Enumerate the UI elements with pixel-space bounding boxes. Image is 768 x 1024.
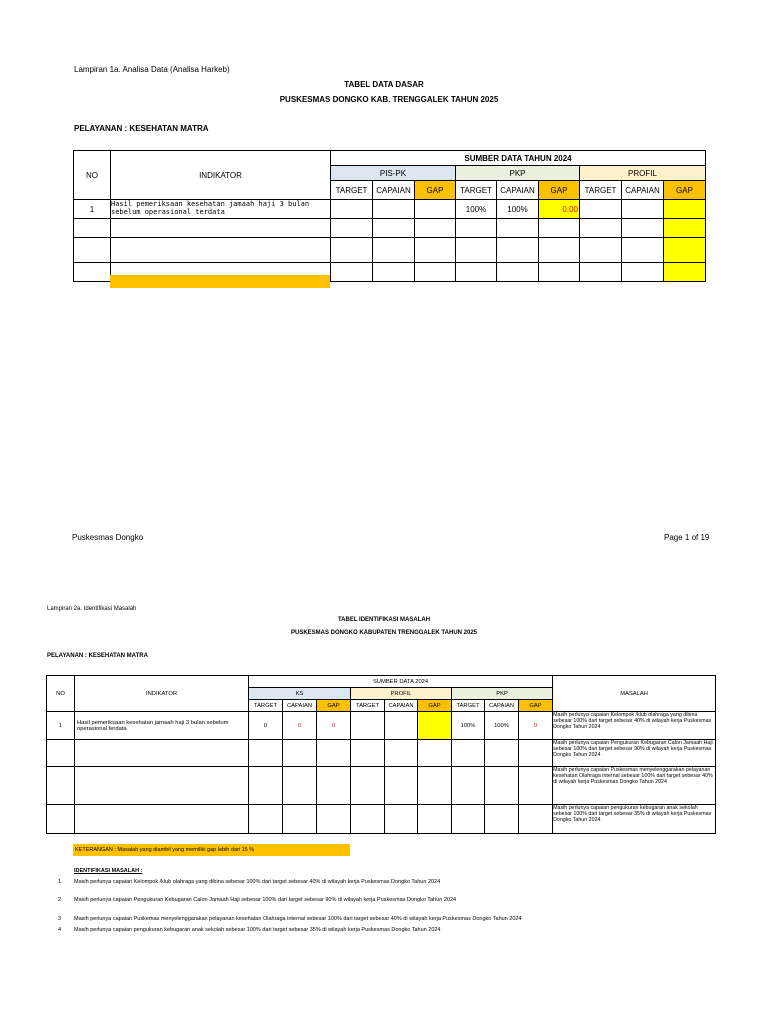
- header-capaian: CAPAIAN: [485, 700, 519, 712]
- header-gap: GAP: [418, 700, 452, 712]
- footer-left: Puskesmas Dongko: [72, 533, 144, 542]
- header-gap: GAP: [664, 181, 706, 200]
- pkp-gap: 0.00: [539, 200, 580, 219]
- table-row: [74, 200, 706, 219]
- pkp-target: 100%: [456, 200, 497, 219]
- header-target: TARGET: [351, 700, 385, 712]
- header-masalah: MASALAH: [553, 676, 716, 712]
- header-pkp: PKP: [456, 166, 580, 181]
- table-row: [47, 767, 716, 805]
- header-profil: PROFIL: [580, 166, 706, 181]
- ks-target: 0: [249, 712, 283, 740]
- table-row: [74, 238, 706, 263]
- page-title: TABEL IDENTIFIKASI MASALAH: [337, 617, 431, 623]
- header-target: TARGET: [452, 700, 485, 712]
- identifikasi-no: 4: [58, 927, 62, 933]
- header-capaian: CAPAIAN: [385, 700, 418, 712]
- identifikasi-item: Masih perlunya capaian pengukuran kebugaran anak sekolah sebesar 100% dari target sebesar 35% di wilayah kerja Puskesmas Dongko Tahun 2024: [74, 927, 441, 933]
- ks-gap: 0: [317, 712, 351, 740]
- row-no: 1: [74, 200, 111, 219]
- identifikasi-no: 2: [58, 897, 62, 903]
- identifikasi-title: IDENTIFIKASI MASALAH :: [74, 868, 143, 874]
- header-ks: KS: [249, 688, 351, 700]
- page-title: TABEL DATA DASAR: [344, 80, 424, 89]
- header-pkp: PKP: [452, 688, 553, 700]
- page-subtitle: PUSKESMAS DONGKO KAB. TRENGGALEK TAHUN 2025: [279, 95, 499, 104]
- row-indikator: Hasil pemeriksaan kesehatan jamaah haji 3 bulan sebelum operasional terdata: [75, 712, 249, 740]
- identifikasi-no: 1: [58, 879, 62, 885]
- header-sumber-data: SUMBER DATA 2024: [249, 676, 553, 688]
- header-capaian: CAPAIAN: [283, 700, 317, 712]
- header-indikator: INDIKATOR: [75, 676, 249, 712]
- row-indikator: Hasil pemeriksaan kesehatan jamaah haji 3 bulan sebelum operasional terdata: [111, 200, 331, 219]
- table-row: [47, 740, 716, 767]
- header-gap: GAP: [539, 181, 580, 200]
- table-row: [47, 805, 716, 834]
- header-target: TARGET: [249, 700, 283, 712]
- pkp-target: 100%: [452, 712, 485, 740]
- lampiran-label: Lampiran 2a. Identifikasi Masalah: [47, 606, 137, 612]
- page-number: Page 1 of 19: [664, 533, 710, 542]
- header-target: TARGET: [580, 181, 622, 200]
- identifikasi-item: Masih perlunya capaian Puskemas menyelenggarakan pelayanan kesehatan Olahraga internal sebesar 100% dari target sebesar 40% di wilayah kerja Puskesmas Dongko Tahun 2024: [74, 916, 522, 922]
- header-profil: PROFIL: [351, 688, 452, 700]
- masalah-cell: Masih perlunya capaian Kelompok /klub olahraga yang dibina sebesar 100% dari target sebesar 40% di wilayah kerja Puskesmas Dongko Tahun 2024: [553, 712, 716, 740]
- header-target: TARGET: [456, 181, 497, 200]
- header-gap: GAP: [415, 181, 456, 200]
- data-dasar-table: [73, 150, 706, 282]
- header-gap: GAP: [317, 700, 351, 712]
- keterangan-note: KETERANGAN : Masalah yang diambil yang memiliki gap lebih dari 15 %: [73, 844, 350, 856]
- header-no: NO: [47, 676, 75, 712]
- pelayanan-label: PELAYANAN : KESEHATAN MATRA: [74, 124, 209, 133]
- header-capaian: CAPAIAN: [373, 181, 415, 200]
- highlight-bar: [110, 275, 330, 288]
- identifikasi-no: 3: [58, 916, 62, 922]
- header-no: NO: [74, 151, 111, 200]
- row-no: 1: [47, 712, 75, 740]
- header-pis-pk: PIS-PK: [331, 166, 456, 181]
- page-subtitle: PUSKESMAS DONGKO KABUPATEN TRENGGALEK TAHUN 2025: [290, 630, 478, 636]
- header-gap: GAP: [519, 700, 553, 712]
- pkp-capaian: 100%: [497, 200, 539, 219]
- masalah-cell: Masih perlunya capaian Pengukuran Kebugaran Calon Jamaah Haji sebesar 100% dari target sebesar 90% di wilayah kerja Puskesmas Dongko Tahun 2024: [553, 740, 716, 767]
- identifikasi-table: [46, 675, 716, 834]
- header-sumber-data: SUMBER DATA TAHUN 2024: [331, 151, 706, 166]
- pkp-gap: 0: [519, 712, 553, 740]
- lampiran-label: Lampiran 1a. Analisa Data (Analisa Harkeb): [74, 65, 230, 74]
- table-row: [74, 219, 706, 238]
- masalah-cell: Masih perlunya capaian Puskesmas menyelenggarakan pelayanan kesehatan Olahraga internal sebesar 100% dari target sebesar 40% di wilayah kerja Puskesmas Dongko Tahun 2024: [553, 767, 716, 805]
- table-row: [47, 712, 716, 740]
- header-capaian: CAPAIAN: [622, 181, 664, 200]
- ks-capaian: 0: [283, 712, 317, 740]
- header-target: TARGET: [331, 181, 373, 200]
- identifikasi-item: Masih perlunya capaian Kelompok /klub olahraga yang dibina sebesar 100% dari target sebesar 40% di wilayah kerja Puskesmas Dongko Tahun 2024: [74, 879, 441, 885]
- identifikasi-item: Masih perlunya capaian Pengukuran Kebugaran Calon Jamaah Haji sebesar 100% dari target sebesar 90% di wilayah kerja Puskesmas Dongko Tahun 2024: [74, 897, 457, 903]
- header-capaian: CAPAIAN: [497, 181, 539, 200]
- pelayanan-label: PELAYANAN : KESEHATAN MATRA: [47, 653, 148, 659]
- masalah-cell: Masih perlunya capaian pengukuran kebugaran anak sekolah sebesar 100% dari target sebesar 35% di wilayah kerja Puskesmas Dongko Tahun 2024: [553, 805, 716, 834]
- header-indikator: INDIKATOR: [111, 151, 331, 200]
- pkp-capaian: 100%: [485, 712, 519, 740]
